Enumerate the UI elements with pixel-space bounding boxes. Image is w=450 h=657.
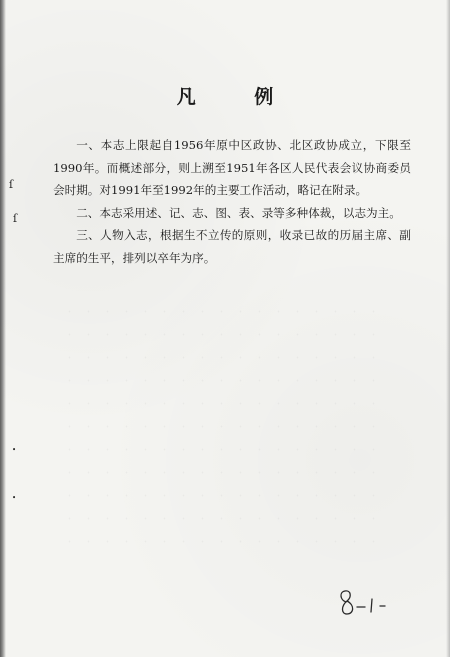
guideline-paragraph-3: 三、人物入志，根据生不立传的原则，收录已故的历届主席、副主席的生平，排列以卒年为序。: [53, 228, 411, 265]
guideline-paragraph-1: 一、本志上限起自1956年原中区政协、北区政协成立，下限至1990年。而概述部分，则上溯至1951年各区人民代表会议协商委员会时期。对1991年至1992年的主要工作活动，略记在附录。: [53, 138, 411, 197]
margin-tick-mark: ſ: [13, 212, 18, 225]
margin-dot-mark: •: [12, 446, 17, 454]
page-title: 凡 例: [176, 86, 300, 108]
guideline-paragraph-2: 二、本志采用述、记、志、图、表、录等多种体裁，以志为主。: [76, 205, 401, 220]
margin-dot-mark: •: [12, 494, 17, 502]
margin-tick-mark: ſ: [9, 178, 14, 191]
